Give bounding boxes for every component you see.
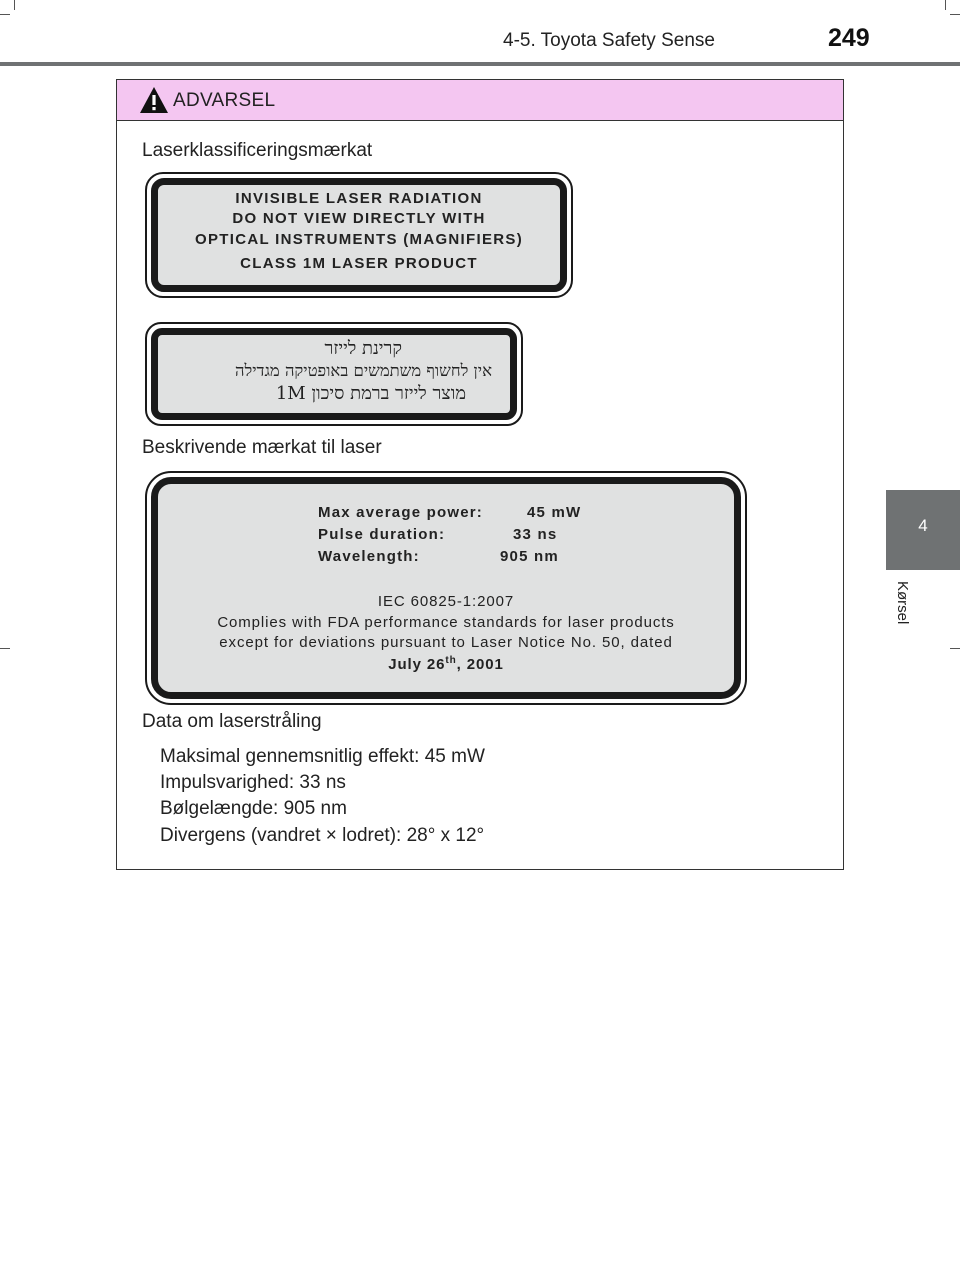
- data-item: Maksimal gennemsnitlig effekt: 45 mW: [160, 746, 485, 767]
- header-rule: [0, 62, 960, 66]
- descriptive-heading: Beskrivende mærkat til laser: [142, 437, 382, 458]
- label-line: INVISIBLE LASER RADIATION: [235, 190, 483, 207]
- label-line: קרינת לייזר: [324, 338, 402, 359]
- spec-name: Pulse duration:: [318, 526, 446, 543]
- spec-value: 905 nm: [500, 548, 559, 565]
- crop-mark: [945, 0, 946, 10]
- data-item: Bølgelængde: 905 nm: [160, 798, 347, 819]
- compliance-line: except for deviations pursuant to Laser Notice No. 50, dated: [219, 634, 673, 651]
- spec-name: Max average power:: [318, 504, 483, 521]
- page-number: 249: [828, 24, 870, 52]
- classification-heading: Laserklassificeringsmærkat: [142, 140, 373, 161]
- standard-line: IEC 60825-1:2007: [377, 593, 515, 610]
- label-line: OPTICAL INSTRUMENTS (MAGNIFIERS): [195, 231, 523, 248]
- crop-mark: [950, 14, 960, 15]
- warning-title: ADVARSEL: [173, 90, 276, 111]
- chapter-name: Kørsel: [894, 581, 911, 625]
- data-item: Divergens (vandret × lodret): 28° x 12°: [160, 825, 485, 846]
- crop-mark: [14, 0, 15, 10]
- compliance-date: July 26th, 2001: [388, 655, 504, 673]
- crop-mark: [0, 648, 10, 649]
- crop-mark: [950, 648, 960, 649]
- spec-value: 45 mW: [527, 504, 582, 521]
- chapter-number: 4: [918, 516, 928, 535]
- label-line: CLASS 1M LASER PRODUCT: [240, 255, 478, 272]
- section-title: 4-5. Toyota Safety Sense: [503, 30, 715, 51]
- warning-header: [117, 80, 843, 121]
- crop-mark: [0, 14, 10, 15]
- spec-value: 33 ns: [513, 526, 558, 543]
- warning-triangle-icon: [139, 86, 169, 114]
- chapter-label: [891, 581, 915, 641]
- classification-label-english: [145, 172, 573, 298]
- spec-name: Wavelength:: [318, 548, 420, 565]
- chapter-tab: [886, 490, 960, 570]
- label-line: אין לחשוף משתמשים באופטיקה מגדילה: [235, 361, 492, 380]
- descriptive-label: [145, 471, 747, 705]
- data-heading: Data om laserstråling: [142, 711, 322, 732]
- compliance-line: Complies with FDA performance standards for laser products: [217, 614, 675, 631]
- label-line: מוצר לייזר ברמת סיכון 1M: [275, 383, 466, 404]
- label-line: DO NOT VIEW DIRECTLY WITH: [232, 210, 486, 227]
- data-item: Impulsvarighed: 33 ns: [160, 772, 346, 793]
- classification-label-hebrew: [145, 322, 523, 426]
